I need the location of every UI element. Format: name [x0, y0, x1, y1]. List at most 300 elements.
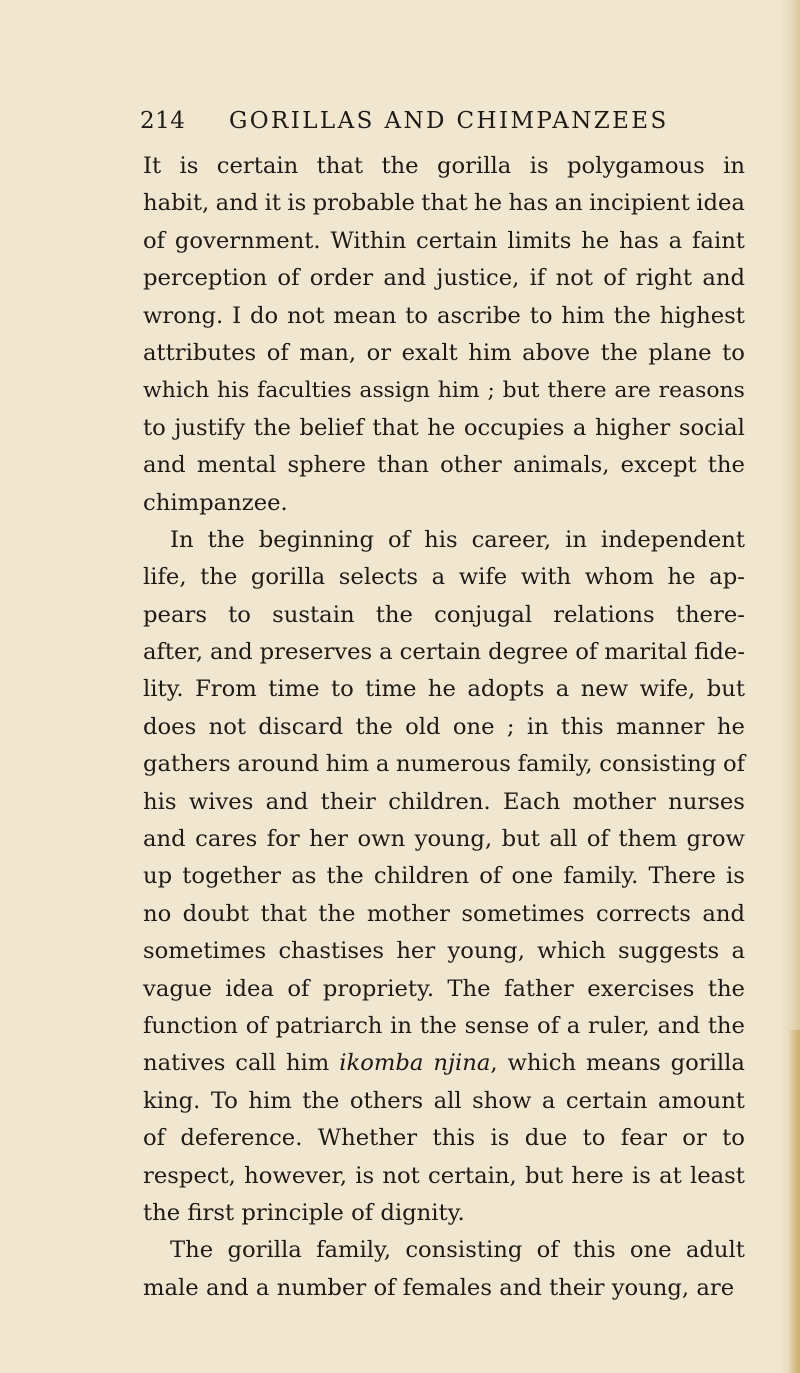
- word: fide-: [694, 639, 745, 666]
- word: wives: [188, 788, 254, 815]
- word: which: [537, 938, 606, 965]
- word: independent: [600, 526, 745, 553]
- word: order: [309, 265, 374, 292]
- word: to: [143, 414, 166, 441]
- word: that: [421, 190, 468, 217]
- word: a: [431, 564, 446, 591]
- word: does: [143, 713, 197, 740]
- word: is: [631, 1162, 651, 1189]
- text-line: [143, 335, 745, 372]
- word: mental: [196, 452, 277, 479]
- word: and: [205, 1274, 249, 1301]
- word: all: [549, 826, 578, 853]
- word: lity.: [143, 676, 184, 703]
- word: but: [502, 378, 540, 404]
- word: and: [143, 826, 186, 853]
- word: their: [320, 788, 376, 815]
- word: degree: [488, 639, 569, 666]
- word: one: [629, 1237, 672, 1264]
- word: It: [143, 153, 162, 179]
- word: least: [689, 1162, 745, 1189]
- word: the: [381, 153, 419, 179]
- word: for: [266, 826, 300, 853]
- word: females: [402, 1274, 492, 1301]
- word: him: [468, 339, 512, 366]
- word: other: [440, 452, 502, 479]
- word: wrong.: [143, 302, 224, 329]
- word: if: [529, 265, 546, 292]
- word: which: [507, 1050, 577, 1077]
- word: that: [372, 414, 419, 441]
- word: own: [357, 826, 406, 853]
- word: career,: [471, 526, 552, 553]
- word: he: [427, 414, 456, 441]
- body-text: [143, 148, 745, 1307]
- text-line: [143, 223, 745, 260]
- text-line: [143, 784, 745, 821]
- word: idea: [225, 975, 275, 1002]
- word: her: [396, 938, 436, 965]
- word: assign: [359, 378, 431, 404]
- word: this: [432, 1125, 476, 1152]
- word: of: [351, 1199, 374, 1226]
- text-line: [143, 858, 745, 895]
- word: him: [437, 378, 480, 404]
- word: he: [427, 676, 456, 703]
- word: of: [388, 526, 411, 553]
- word: adult: [685, 1237, 745, 1264]
- word: as: [291, 863, 317, 890]
- word: him: [561, 302, 605, 329]
- word: than: [377, 452, 429, 479]
- word: has: [508, 190, 549, 217]
- word: to: [582, 1125, 606, 1152]
- word: that: [316, 153, 364, 179]
- word: of: [575, 639, 598, 666]
- word: marital: [604, 639, 688, 666]
- word: her: [309, 826, 349, 853]
- word: relations: [553, 601, 655, 628]
- word: sustain: [272, 601, 355, 628]
- word: exercises: [587, 975, 695, 1002]
- word: cares: [195, 826, 258, 853]
- word: Each: [502, 788, 561, 815]
- word: gorilla: [436, 153, 512, 179]
- word: ascribe: [436, 302, 521, 329]
- word: and: [657, 1012, 701, 1039]
- word: sphere: [287, 452, 366, 479]
- word: In: [170, 526, 194, 553]
- italic-term: ikomba: [339, 1050, 424, 1077]
- text-line: [143, 746, 745, 783]
- text-line: [143, 485, 745, 522]
- word: corrects: [595, 900, 691, 927]
- text-line: [143, 298, 745, 335]
- text-line: [143, 634, 745, 671]
- word: limits: [507, 227, 572, 254]
- word: suggests: [618, 938, 720, 965]
- word: he: [581, 227, 610, 254]
- word: wife: [458, 564, 508, 591]
- word: perception: [143, 265, 268, 292]
- word: do: [250, 302, 279, 329]
- word: family,: [316, 1237, 392, 1264]
- word: ap-: [709, 564, 745, 591]
- word: the: [375, 601, 413, 628]
- word: is: [287, 190, 307, 217]
- word: there-: [675, 601, 745, 628]
- word: them: [618, 826, 678, 853]
- word: to: [529, 302, 553, 329]
- word: exalt: [401, 339, 458, 366]
- page-edge-stain: [788, 1030, 800, 1373]
- word: chastises: [278, 938, 385, 965]
- word: except: [620, 452, 697, 479]
- word: others: [349, 1087, 424, 1114]
- word: his: [216, 378, 250, 404]
- text-line: [143, 821, 745, 858]
- word: him: [248, 1087, 292, 1114]
- word: manner: [615, 713, 705, 740]
- word: their: [549, 1274, 605, 1301]
- word: of: [586, 826, 609, 853]
- word: From: [195, 676, 257, 703]
- text-line: [143, 1083, 745, 1120]
- word: mean: [333, 302, 397, 329]
- word: children: [373, 863, 470, 890]
- word: the: [253, 414, 291, 441]
- word: in: [723, 153, 745, 179]
- word: and: [209, 639, 253, 666]
- word: at: [659, 1162, 682, 1189]
- word: means: [586, 1050, 661, 1077]
- word: and: [702, 265, 745, 292]
- word: propriety.: [322, 975, 435, 1002]
- text-line: [143, 933, 745, 970]
- word: up: [143, 863, 173, 890]
- word: a: [566, 1012, 581, 1039]
- word: gorilla: [227, 1237, 302, 1264]
- word: of: [245, 1012, 268, 1039]
- word: of: [143, 227, 166, 254]
- word: or: [682, 1125, 707, 1152]
- word: pears: [143, 601, 207, 628]
- word: the: [326, 863, 364, 890]
- word: sense: [464, 1012, 530, 1039]
- word: probable: [312, 190, 415, 217]
- word: certain: [399, 639, 482, 666]
- word: sometimes: [143, 938, 267, 965]
- word: doubt: [182, 900, 250, 927]
- word: above: [522, 339, 591, 366]
- text-line: [143, 709, 745, 746]
- word: discard: [258, 713, 344, 740]
- word: to: [405, 302, 429, 329]
- word: a: [572, 414, 587, 441]
- word: Whether: [317, 1125, 418, 1152]
- word: There: [648, 863, 716, 890]
- word: but: [706, 676, 745, 703]
- word: wife,: [639, 676, 696, 703]
- word: and: [499, 1274, 542, 1301]
- word: government.: [174, 227, 321, 254]
- word: that: [260, 900, 307, 927]
- word: his: [143, 788, 177, 815]
- text-line: [143, 260, 745, 297]
- word: belief: [299, 414, 364, 441]
- word: family.: [563, 863, 639, 890]
- word: here: [571, 1162, 624, 1189]
- word: man,: [299, 339, 357, 366]
- word: first: [187, 1199, 235, 1226]
- word: is: [490, 1125, 510, 1152]
- page-number: 214: [140, 108, 186, 134]
- word: not: [382, 1162, 420, 1189]
- text-line: [143, 185, 745, 222]
- word: preserves: [259, 639, 373, 666]
- word: is: [529, 153, 549, 179]
- word: due: [524, 1125, 568, 1152]
- word: of: [266, 339, 289, 366]
- word: animals,: [512, 452, 610, 479]
- word: the: [355, 713, 393, 740]
- word: are: [614, 378, 651, 404]
- word: male: [143, 1274, 199, 1301]
- word: The: [447, 975, 491, 1002]
- word: new: [580, 676, 629, 703]
- word: it: [264, 190, 282, 217]
- word: to: [722, 1125, 745, 1152]
- text-line: [143, 559, 745, 596]
- word: natives: [143, 1050, 226, 1077]
- word: certain: [565, 1087, 648, 1114]
- italic-term: njina,: [433, 1050, 498, 1077]
- word: to: [722, 339, 745, 366]
- word: a: [668, 227, 683, 254]
- word: social: [678, 414, 745, 441]
- text-line: [143, 1270, 745, 1307]
- word: the: [143, 1199, 181, 1226]
- word: fear: [620, 1125, 667, 1152]
- word: sometimes: [461, 900, 585, 927]
- word: occupies: [463, 414, 565, 441]
- word: of: [536, 1237, 559, 1264]
- word: vague: [143, 975, 212, 1002]
- word: the: [707, 452, 745, 479]
- word: young,: [447, 938, 525, 965]
- word: together: [182, 863, 282, 890]
- word: faculties: [257, 378, 352, 404]
- word: polygamous: [567, 153, 705, 179]
- word: old: [405, 713, 441, 740]
- word: highest: [659, 302, 745, 329]
- word: the: [707, 975, 745, 1002]
- word: to: [228, 601, 251, 628]
- word: beginning: [258, 526, 375, 553]
- text-line: [143, 410, 745, 447]
- word: with: [520, 564, 572, 591]
- word: the: [707, 1012, 745, 1039]
- text-line: [143, 522, 745, 559]
- text-line: [143, 1008, 745, 1045]
- word: and: [383, 265, 427, 292]
- word: incipient: [589, 190, 690, 217]
- word: show: [472, 1087, 532, 1114]
- word: one: [511, 863, 554, 890]
- word: faint: [692, 227, 745, 254]
- word: deference.: [180, 1125, 303, 1152]
- word: in: [565, 526, 587, 553]
- word: the: [419, 1012, 457, 1039]
- word: of: [722, 751, 745, 778]
- word: a: [379, 639, 393, 666]
- word: certain: [216, 153, 299, 179]
- word: and: [215, 190, 259, 217]
- word: king.: [143, 1087, 201, 1114]
- word: to: [330, 676, 354, 703]
- word: attributes: [143, 339, 257, 366]
- word: respect,: [143, 1162, 236, 1189]
- word: of: [277, 265, 300, 292]
- word: a: [255, 1274, 270, 1301]
- text-line: [143, 1045, 745, 1082]
- word: selects: [338, 564, 418, 591]
- word: patriarch: [275, 1012, 383, 1039]
- word: is: [355, 1162, 375, 1189]
- word: mother: [572, 788, 656, 815]
- word: right: [635, 265, 693, 292]
- word: consisting: [405, 1237, 523, 1264]
- text-line: [143, 372, 745, 409]
- word: amount: [657, 1087, 745, 1114]
- text-line: [143, 1232, 745, 1269]
- word: of: [479, 863, 502, 890]
- word: higher: [595, 414, 671, 441]
- word: is: [726, 863, 745, 890]
- word: gathers: [143, 751, 231, 778]
- word: chimpanzee.: [143, 489, 288, 516]
- word: an: [554, 190, 583, 217]
- word: of: [373, 1274, 396, 1301]
- word: no: [143, 900, 172, 927]
- word: not: [208, 713, 246, 740]
- word: consisting: [599, 751, 717, 778]
- word: a: [555, 676, 570, 703]
- word: mother: [366, 900, 450, 927]
- page-header: [140, 100, 700, 140]
- text-line: [143, 1158, 745, 1195]
- word: however,: [244, 1162, 348, 1189]
- word: the: [207, 526, 245, 553]
- text-line: [143, 148, 745, 185]
- text-line: [143, 1195, 745, 1232]
- word: father: [503, 975, 574, 1002]
- word: a: [375, 751, 390, 778]
- word: which: [143, 378, 210, 404]
- word: and: [143, 452, 186, 479]
- word: in: [526, 713, 549, 740]
- word: principle: [241, 1199, 344, 1226]
- word: ;: [506, 713, 515, 740]
- word: idea: [696, 190, 745, 217]
- word: and: [265, 788, 309, 815]
- text-line: [143, 597, 745, 634]
- word: numerous: [396, 751, 511, 778]
- word: the: [318, 900, 356, 927]
- word: of: [287, 975, 310, 1002]
- word: the: [600, 339, 638, 366]
- running-head: GORILLAS AND CHIMPANZEES: [229, 108, 669, 134]
- word: is: [179, 153, 199, 179]
- word: of: [143, 1125, 166, 1152]
- text-line: [143, 1120, 745, 1157]
- word: he: [716, 713, 745, 740]
- word: young,: [611, 1274, 690, 1301]
- word: habit,: [143, 190, 210, 217]
- word: plane: [648, 339, 712, 366]
- word: young,: [414, 826, 493, 853]
- word: he: [667, 564, 696, 591]
- word: the: [200, 564, 238, 591]
- word: function: [143, 1012, 238, 1039]
- word: ;: [487, 378, 495, 404]
- word: not: [555, 265, 593, 292]
- text-line: [143, 671, 745, 708]
- word: after,: [143, 639, 204, 666]
- word: of: [603, 265, 626, 292]
- word: nurses: [668, 788, 745, 815]
- word: this: [561, 713, 604, 740]
- text-line: [143, 971, 745, 1008]
- word: him: [325, 751, 370, 778]
- word: call: [235, 1050, 277, 1077]
- word: the: [302, 1087, 340, 1114]
- word: the: [613, 302, 651, 329]
- word: gorilla: [670, 1050, 745, 1077]
- word: has: [619, 227, 659, 254]
- word: gorilla: [250, 564, 326, 591]
- word: his: [424, 526, 458, 553]
- word: Within: [330, 227, 407, 254]
- text-line: [143, 896, 745, 933]
- word: there: [547, 378, 607, 404]
- word: one: [452, 713, 495, 740]
- word: justify: [174, 414, 246, 441]
- word: time: [365, 676, 417, 703]
- word: reasons: [658, 378, 745, 404]
- word: The: [170, 1237, 214, 1264]
- text-line: [143, 447, 745, 484]
- word: not: [287, 302, 325, 329]
- word: children.: [388, 788, 491, 815]
- word: this: [572, 1237, 616, 1264]
- word: a: [731, 938, 745, 965]
- word: ruler,: [588, 1012, 650, 1039]
- word: justice,: [436, 265, 520, 292]
- word: in: [390, 1012, 412, 1039]
- word: family,: [517, 751, 593, 778]
- word: adopts: [467, 676, 545, 703]
- word: dignity.: [380, 1199, 465, 1226]
- word: life,: [143, 564, 187, 591]
- word: all: [433, 1087, 462, 1114]
- word: certain: [416, 227, 498, 254]
- word: To: [210, 1087, 238, 1114]
- word: certain,: [428, 1162, 517, 1189]
- word: he: [474, 190, 503, 217]
- word: whom: [584, 564, 654, 591]
- word: or: [366, 339, 392, 366]
